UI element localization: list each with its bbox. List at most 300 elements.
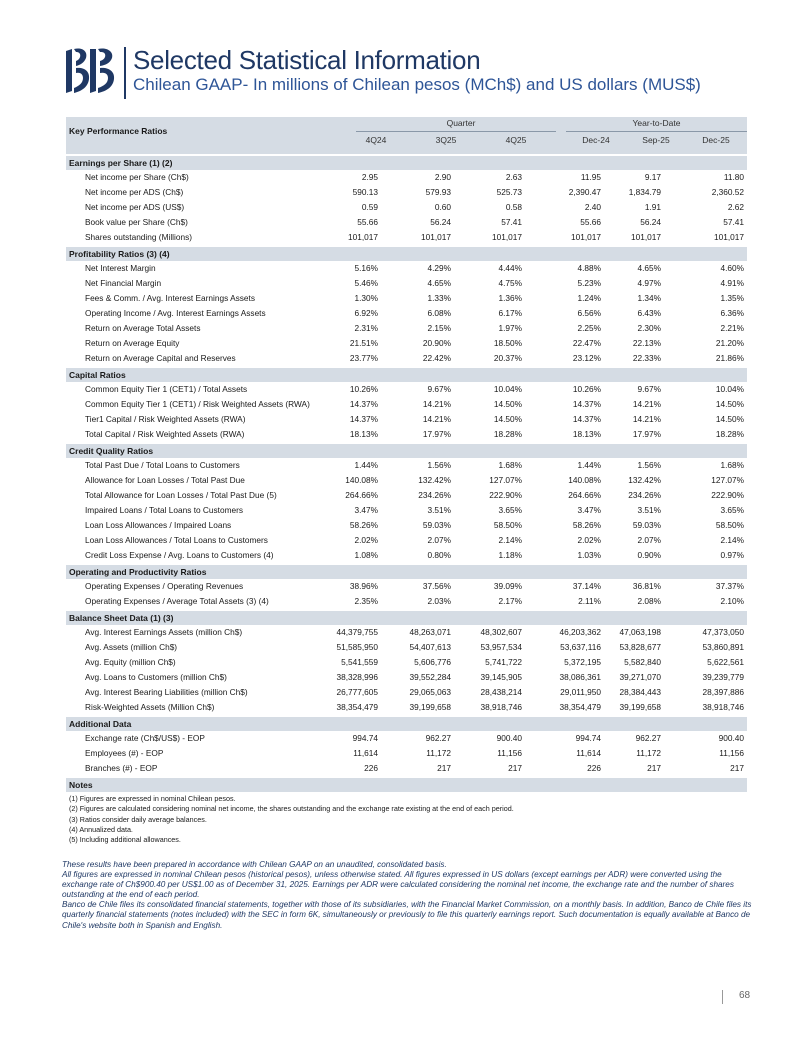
cell-value: 3.47%	[577, 505, 601, 515]
table-row	[66, 170, 747, 185]
cell-value: 14.50%	[493, 399, 522, 409]
cell-value: 48,302,607	[480, 627, 522, 637]
cell-value: 53,637,116	[560, 642, 601, 652]
cell-value: 26,777,605	[336, 687, 378, 697]
cell-value: 10.04%	[493, 384, 522, 394]
cell-value: 2.90	[434, 172, 451, 182]
column-header: Sep-25	[642, 135, 670, 145]
cell-value: 14.50%	[715, 399, 744, 409]
disclaimer-paragraph: Banco de Chile files its consolidated financial statements, together with those of its subsidiaries, with the Financial Market Commission, on a monthly basis. In addition, Banco de Chile files its quarterly financial statements (notes included) with the SEC in form 6K, simultaneously or previously to file this quarterly earnings report. Such documentation is equally available at Banco de Chile's website both in Spanish and English.	[62, 900, 752, 930]
table-row	[66, 761, 747, 776]
cell-value: 10.04%	[715, 384, 744, 394]
cell-value: 58.26%	[349, 520, 378, 530]
cell-value: 11,614	[353, 748, 378, 758]
cell-value: 234.26%	[628, 490, 661, 500]
cell-value: 2.25%	[577, 323, 601, 333]
cell-value: 2,360.52	[711, 187, 744, 197]
cell-value: 38,354,479	[336, 702, 378, 712]
row-label: Total Past Due / Total Loans to Customers	[85, 460, 240, 470]
row-label: Loan Loss Allowances / Impaired Loans	[85, 520, 232, 530]
cell-value: 2.17%	[498, 596, 522, 606]
cell-value: 56.24	[640, 217, 661, 227]
cell-value: 6.92%	[354, 308, 378, 318]
cell-value: 10.26%	[572, 384, 601, 394]
section-header: Operating and Productivity Ratios	[66, 565, 747, 579]
table-row	[66, 185, 747, 200]
cell-value: 2.07%	[637, 535, 661, 545]
cell-value: 14.37%	[349, 414, 378, 424]
cell-value: 1.08%	[354, 550, 378, 560]
cell-value: 5,622,561	[707, 657, 744, 667]
table-row	[66, 321, 747, 336]
cell-value: 101,017	[348, 232, 378, 242]
table-row	[66, 594, 747, 609]
cell-value: 0.97%	[720, 550, 744, 560]
row-label: Shares outstanding (Millions)	[85, 232, 192, 242]
section-header: Credit Quality Ratios	[66, 444, 747, 458]
cell-value: 46,203,362	[559, 627, 601, 637]
cell-value: 127.07%	[489, 475, 522, 485]
table-row	[66, 700, 747, 715]
cell-value: 6.36%	[720, 308, 744, 318]
cell-value: 1.24%	[577, 293, 601, 303]
cell-value: 47,373,050	[702, 627, 744, 637]
cell-value: 5.16%	[354, 263, 378, 273]
cell-value: 39.09%	[493, 581, 522, 591]
row-label: Risk-Weighted Assets (Million Ch$)	[85, 702, 215, 712]
cell-value: 217	[647, 763, 661, 773]
table-row	[66, 336, 747, 351]
table-row	[66, 685, 747, 700]
row-label: Loan Loss Allowances / Total Loans to Customers	[85, 535, 268, 545]
cell-value: 579.93	[425, 187, 451, 197]
cell-value: 1.68%	[498, 460, 522, 470]
cell-value: 2.30%	[637, 323, 661, 333]
table-row	[66, 261, 747, 276]
row-label: Operating Income / Avg. Interest Earnings Assets	[85, 308, 266, 318]
table-row	[66, 427, 747, 442]
cell-value: 44,379,755	[336, 627, 378, 637]
cell-value: 1.56%	[637, 460, 661, 470]
cell-value: 22.33%	[632, 353, 661, 363]
notes-list	[66, 794, 747, 845]
cell-value: 36.81%	[632, 581, 661, 591]
cell-value: 2.14%	[498, 535, 522, 545]
cell-value: 264.66%	[345, 490, 378, 500]
cell-value: 23.77%	[349, 353, 378, 363]
cell-value: 37.56%	[422, 581, 451, 591]
title-divider	[124, 47, 126, 99]
row-label: Exchange rate (Ch$/US$) - EOP	[85, 733, 205, 743]
cell-value: 21.51%	[349, 338, 378, 348]
cell-value: 1.97%	[498, 323, 522, 333]
row-label: Impaired Loans / Total Loans to Customers	[85, 505, 244, 515]
cell-value: 127.07%	[711, 475, 744, 485]
key-performance-table	[66, 117, 747, 845]
cell-value: 962.27	[635, 733, 661, 743]
cell-value: 53,828,677	[619, 642, 661, 652]
cell-value: 5.46%	[354, 278, 378, 288]
cell-value: 11.95	[580, 172, 601, 182]
cell-value: 101,017	[714, 232, 744, 242]
row-label: Common Equity Tier 1 (CET1) / Total Assets	[85, 384, 248, 394]
cell-value: 9.17	[644, 172, 661, 182]
section-header: Earnings per Share (1) (2)	[66, 156, 747, 170]
row-label: Branches (#) - EOP	[85, 763, 158, 773]
table-row	[66, 670, 747, 685]
banco-de-chile-logo-icon	[64, 47, 116, 95]
cell-value: 57.41	[501, 217, 522, 227]
cell-value: 38,086,361	[559, 672, 601, 682]
cell-value: 22.47%	[572, 338, 601, 348]
cell-value: 4.91%	[720, 278, 744, 288]
cell-value: 140.08%	[345, 475, 378, 485]
cell-value: 10.26%	[349, 384, 378, 394]
cell-value: 3.51%	[637, 505, 661, 515]
cell-value: 59.03%	[632, 520, 661, 530]
note-item: (3) Ratios consider daily average balances.	[69, 814, 207, 824]
cell-value: 3.65%	[720, 505, 744, 515]
cell-value: 21.86%	[715, 353, 744, 363]
row-label: Net Financial Margin	[85, 278, 162, 288]
cell-value: 1.91	[644, 202, 661, 212]
cell-value: 14.50%	[715, 414, 744, 424]
cell-value: 2.21%	[720, 323, 744, 333]
cell-value: 20.90%	[422, 338, 451, 348]
cell-value: 0.58	[505, 202, 522, 212]
cell-value: 900.40	[718, 733, 744, 743]
cell-value: 217	[730, 763, 744, 773]
row-label: Avg. Loans to Customers (million Ch$)	[85, 672, 227, 682]
cell-value: 11,156	[719, 748, 744, 758]
cell-value: 217	[437, 763, 451, 773]
cell-value: 59.03%	[422, 520, 451, 530]
cell-value: 9.67%	[637, 384, 661, 394]
cell-value: 14.21%	[422, 399, 451, 409]
table-row	[66, 215, 747, 230]
cell-value: 2.10%	[720, 596, 744, 606]
cell-value: 29,011,950	[560, 687, 601, 697]
section-header: Capital Ratios	[66, 368, 747, 382]
note-item: (4) Annualized data.	[69, 824, 133, 834]
row-label: Total Capital / Risk Weighted Assets (RWA)	[85, 429, 245, 439]
cell-value: 2.11%	[578, 596, 601, 606]
table-row	[66, 382, 747, 397]
cell-value: 23.12%	[572, 353, 601, 363]
column-header: 4Q25	[505, 135, 527, 145]
cell-value: 38,354,479	[559, 702, 601, 712]
cell-value: 6.56%	[577, 308, 601, 318]
group-ytd-rule	[566, 131, 747, 132]
cell-value: 222.90%	[711, 490, 744, 500]
cell-value: 0.59	[361, 202, 378, 212]
cell-value: 525.73	[496, 187, 522, 197]
cell-value: 5,606,776	[414, 657, 451, 667]
cell-value: 1.68%	[720, 460, 744, 470]
notes-section-title: Notes	[66, 778, 747, 792]
cell-value: 3.51%	[427, 505, 451, 515]
cell-value: 38,918,746	[702, 702, 744, 712]
row-label: Net income per Share (Ch$)	[85, 172, 189, 182]
cell-value: 4.60%	[720, 263, 744, 273]
cell-value: 39,145,905	[480, 672, 522, 682]
table-row	[66, 625, 747, 640]
row-label: Return on Average Total Assets	[85, 323, 201, 333]
cell-value: 994.74	[575, 733, 601, 743]
row-label: Credit Loss Expense / Avg. Loans to Customers (4)	[85, 550, 274, 560]
cell-value: 14.37%	[349, 399, 378, 409]
cell-value: 39,239,779	[702, 672, 744, 682]
cell-value: 38,328,996	[336, 672, 378, 682]
cell-value: 51,585,950	[336, 642, 378, 652]
cell-value: 0.90%	[637, 550, 661, 560]
cell-value: 18.28%	[493, 429, 522, 439]
table-row	[66, 655, 747, 670]
cell-value: 5.23%	[577, 278, 601, 288]
table-row	[66, 412, 747, 427]
cell-value: 5,541,559	[341, 657, 378, 667]
cell-value: 58.50%	[715, 520, 744, 530]
table-row	[66, 200, 747, 215]
cell-value: 56.24	[430, 217, 451, 227]
cell-value: 0.80%	[427, 550, 451, 560]
cell-value: 0.60	[434, 202, 451, 212]
cell-value: 28,438,214	[480, 687, 522, 697]
footer-divider	[722, 990, 723, 1004]
row-label: Return on Average Capital and Reserves	[85, 353, 236, 363]
cell-value: 17.97%	[632, 429, 661, 439]
table-row	[66, 533, 747, 548]
cell-value: 2.02%	[354, 535, 378, 545]
cell-value: 5,582,840	[624, 657, 661, 667]
note-item: (5) Including additional allowances.	[69, 835, 181, 845]
cell-value: 226	[364, 763, 378, 773]
cell-value: 1.44%	[354, 460, 378, 470]
cell-value: 14.21%	[422, 414, 451, 424]
cell-value: 1.34%	[637, 293, 661, 303]
table-row	[66, 291, 747, 306]
row-label: Fees & Comm. / Avg. Interest Earnings Assets	[85, 293, 256, 303]
cell-value: 2.95	[361, 172, 378, 182]
cell-value: 28,384,443	[619, 687, 661, 697]
table-row	[66, 640, 747, 655]
cell-value: 14.37%	[572, 399, 601, 409]
cell-value: 1.30%	[354, 293, 378, 303]
cell-value: 11,156	[497, 748, 522, 758]
cell-value: 2.02%	[577, 535, 601, 545]
row-label: Net Interest Margin	[85, 263, 156, 273]
cell-value: 2.63	[505, 172, 522, 182]
row-label: Net income per ADS (US$)	[85, 202, 185, 212]
cell-value: 11,614	[576, 748, 601, 758]
cell-value: 1.35%	[720, 293, 744, 303]
row-label: Avg. Assets (million Ch$)	[85, 642, 178, 652]
cell-value: 11.80	[723, 172, 744, 182]
cell-value: 1.56%	[427, 460, 451, 470]
row-label: Net income per ADS (Ch$)	[85, 187, 184, 197]
section-header: Balance Sheet Data (1) (3)	[66, 611, 747, 625]
cell-value: 101,017	[571, 232, 601, 242]
cell-value: 55.66	[580, 217, 601, 227]
cell-value: 47,063,198	[619, 627, 661, 637]
row-label: Avg. Interest Earnings Assets (million Ch$)	[85, 627, 243, 637]
cell-value: 101,017	[492, 232, 522, 242]
cell-value: 9.67%	[427, 384, 451, 394]
row-label: Common Equity Tier 1 (CET1) / Risk Weighted Assets (RWA)	[85, 399, 310, 409]
section-header: Profitability Ratios (3) (4)	[66, 247, 747, 261]
cell-value: 18.13%	[349, 429, 378, 439]
column-header: Dec-25	[702, 135, 730, 145]
cell-value: 4.44%	[498, 263, 522, 273]
table-row	[66, 518, 747, 533]
table-row	[66, 488, 747, 503]
cell-value: 39,199,658	[619, 702, 661, 712]
cell-value: 2.03%	[427, 596, 451, 606]
cell-value: 11,172	[636, 748, 661, 758]
page-number: 68	[739, 990, 751, 1001]
cell-value: 962.27	[425, 733, 451, 743]
cell-value: 2.14%	[720, 535, 744, 545]
cell-value: 101,017	[631, 232, 661, 242]
cell-value: 53,957,534	[480, 642, 522, 652]
cell-value: 132.42%	[418, 475, 451, 485]
page-title: Selected Statistical Information	[133, 45, 481, 75]
table-row	[66, 746, 747, 761]
cell-value: 28,397,886	[702, 687, 744, 697]
table-row	[66, 473, 747, 488]
table-row	[66, 458, 747, 473]
cell-value: 58.26%	[572, 520, 601, 530]
cell-value: 3.47%	[354, 505, 378, 515]
cell-value: 217	[508, 763, 522, 773]
cell-value: 2.31%	[354, 323, 378, 333]
cell-value: 2.15%	[427, 323, 451, 333]
column-header: 4Q24	[365, 135, 387, 145]
row-label: Operating Expenses / Average Total Assets (3) (4)	[85, 596, 269, 606]
cell-value: 58.50%	[493, 520, 522, 530]
cell-value: 590.13	[352, 187, 378, 197]
table-row	[66, 351, 747, 366]
table-row	[66, 276, 747, 291]
table-body	[66, 156, 747, 776]
cell-value: 18.50%	[493, 338, 522, 348]
cell-value: 54,407,613	[409, 642, 451, 652]
cell-value: 14.50%	[493, 414, 522, 424]
row-label: Return on Average Equity	[85, 338, 180, 348]
disclaimer-paragraph: These results have been prepared in accordance with Chilean GAAP on an unaudited, consolidated basis.	[62, 860, 447, 869]
column-header: 3Q25	[435, 135, 457, 145]
cell-value: 6.08%	[427, 308, 451, 318]
cell-value: 2,390.47	[568, 187, 601, 197]
cell-value: 2.62	[727, 202, 744, 212]
cell-value: 21.20%	[715, 338, 744, 348]
cell-value: 5,372,195	[564, 657, 601, 667]
cell-value: 14.21%	[632, 399, 661, 409]
group-quarter-label: Quarter	[446, 118, 476, 128]
cell-value: 1,834.79	[628, 187, 661, 197]
disclaimer	[62, 860, 758, 931]
cell-value: 5,741,722	[485, 657, 522, 667]
cell-value: 4.97%	[637, 278, 661, 288]
cell-value: 226	[587, 763, 601, 773]
cell-value: 39,271,070	[619, 672, 661, 682]
table-row	[66, 503, 747, 518]
table-row	[66, 731, 747, 746]
cell-value: 18.13%	[572, 429, 601, 439]
group-quarter-rule	[356, 131, 556, 132]
cell-value: 2.35%	[354, 596, 378, 606]
cell-value: 101,017	[421, 232, 451, 242]
cell-value: 994.74	[352, 733, 378, 743]
cell-value: 1.03%	[577, 550, 601, 560]
cell-value: 48,263,071	[409, 627, 451, 637]
cell-value: 22.42%	[422, 353, 451, 363]
cell-value: 55.66	[357, 217, 378, 227]
table-row	[66, 548, 747, 563]
cell-value: 29,065,063	[409, 687, 451, 697]
kpi-header-label: Key Performance Ratios	[69, 126, 168, 136]
column-header: Dec-24	[582, 135, 610, 145]
cell-value: 1.36%	[498, 293, 522, 303]
note-item: (1) Figures are expressed in nominal Chilean pesos.	[69, 794, 236, 803]
cell-value: 1.18%	[498, 550, 522, 560]
row-label: Avg. Interest Bearing Liabilities (million Ch$)	[85, 687, 248, 697]
cell-value: 1.44%	[577, 460, 601, 470]
cell-value: 6.43%	[637, 308, 661, 318]
table-row	[66, 397, 747, 412]
cell-value: 20.37%	[493, 353, 522, 363]
cell-value: 4.65%	[637, 263, 661, 273]
cell-value: 39,199,658	[409, 702, 451, 712]
cell-value: 38.96%	[349, 581, 378, 591]
cell-value: 6.17%	[498, 308, 522, 318]
cell-value: 4.29%	[427, 263, 451, 273]
row-label: Total Allowance for Loan Losses / Total Past Due (5)	[85, 490, 277, 500]
cell-value: 37.37%	[715, 581, 744, 591]
cell-value: 4.65%	[427, 278, 451, 288]
cell-value: 14.21%	[632, 414, 661, 424]
page-subtitle: Chilean GAAP- In millions of Chilean pesos (MCh$) and US dollars (MUS$)	[133, 75, 701, 94]
cell-value: 2.40	[584, 202, 601, 212]
row-label: Tier1 Capital / Risk Weighted Assets (RWA)	[85, 414, 246, 424]
cell-value: 14.37%	[572, 414, 601, 424]
row-label: Avg. Equity (million Ch$)	[85, 657, 176, 667]
row-label: Operating Expenses / Operating Revenues	[85, 581, 244, 591]
cell-value: 38,918,746	[480, 702, 522, 712]
disclaimer-paragraph: All figures are expressed in nominal Chilean pesos (historical pesos), unless otherwise stated. All figures expressed in US dollars (except earnings per ADR) were converted using the exchange rate of Ch$900.40 per US$1.00 as of December 31, 2025. Earnings per ADR were calculated considering the nominal net income, the exchange rate and the number of shares outstanding at the end of each period.	[62, 870, 734, 900]
cell-value: 3.65%	[498, 505, 522, 515]
cell-value: 11,172	[426, 748, 451, 758]
cell-value: 264.66%	[568, 490, 601, 500]
section-header: Additional Data	[66, 717, 747, 731]
row-label: Employees (#) - EOP	[85, 748, 164, 758]
table-header	[66, 117, 747, 154]
group-ytd-label: Year-to-Date	[632, 118, 681, 128]
cell-value: 2.08%	[637, 596, 661, 606]
cell-value: 57.41	[723, 217, 744, 227]
note-item: (2) Figures are calculated considering nominal net income, the shares outstanding and the exchange rate existing at the end of each period.	[69, 804, 514, 814]
row-label: Allowance for Loan Losses / Total Past Due	[85, 475, 245, 485]
cell-value: 4.88%	[577, 263, 601, 273]
cell-value: 222.90%	[489, 490, 522, 500]
cell-value: 22.13%	[632, 338, 661, 348]
cell-value: 37.14%	[572, 581, 601, 591]
cell-value: 234.26%	[418, 490, 451, 500]
cell-value: 132.42%	[628, 475, 661, 485]
cell-value: 17.97%	[422, 429, 451, 439]
cell-value: 1.33%	[427, 293, 451, 303]
cell-value: 900.40	[496, 733, 522, 743]
